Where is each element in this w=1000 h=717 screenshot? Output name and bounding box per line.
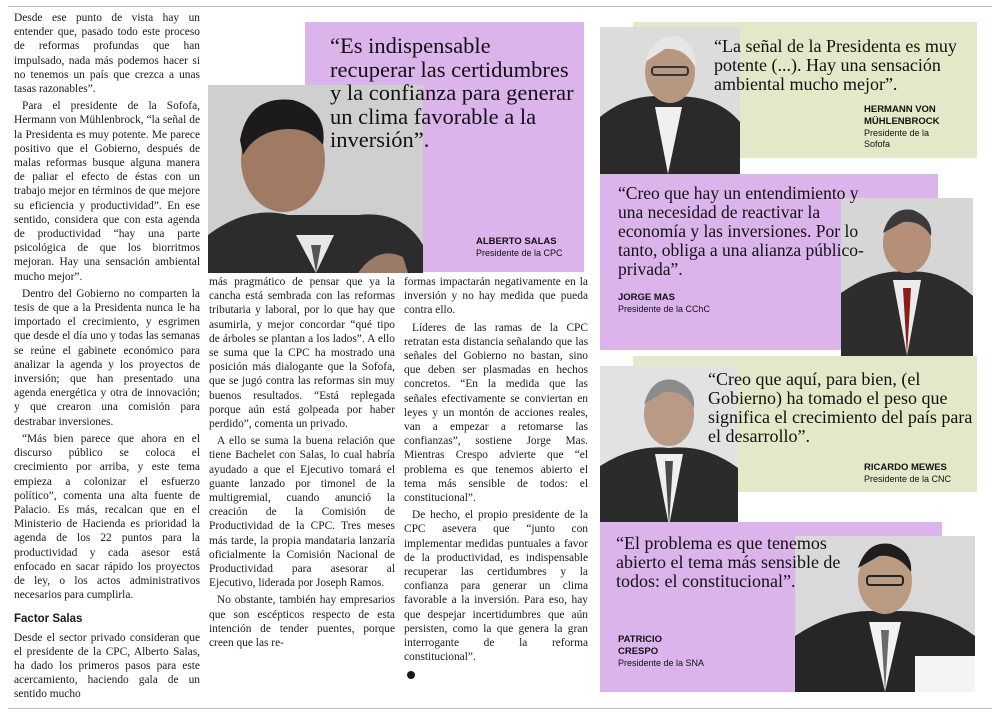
quote-role-crespo: Presidente de la SNA (618, 658, 705, 668)
quote-name-crespo-line1: PATRICIO (618, 634, 662, 645)
top-rule (8, 6, 992, 7)
quote-role-vonmuhlenbrock-line1: Presidente de la (864, 128, 930, 138)
quote-text-crespo: “El problema es que tenemos abierto el tema más sensible de todos: el constitucional”. (616, 533, 841, 591)
article-column-3 (404, 275, 588, 682)
paragraph: Dentro del Gobierno no comparten la tesis de que a la Presidenta nunca le ha importado el crecimiento, y esgrimen que desde el día uno y todas las semanas se reúne el gabinete económico para analizar la agenda y los proyectos de inversión; que han presentado una agenda energética y otra de innovación; y que crearon una comisión para destrabar inversiones. (14, 287, 200, 428)
paragraph: Desde el sector privado consideran que el presidente de la CPC, Alberto Salas, ha dado los primeros pasos para este acercamiento, haciendo gala de un sentido mucho (14, 631, 200, 701)
quote-text-vonmuhlenbrock: “La señal de la Presidenta es muy potente (...). Hay una sensación ambiental mucho mejor”. (714, 36, 957, 94)
paragraph: Líderes de las ramas de la CPC retratan esta distancia señalando que las señales del Gobierno no bastan, sino que deben ser plasmadas en hechos concretos. “En la medida que las señales efectivamente se conviertan en leyes y un montón de acciones reales, van a empezar a retomarse las confianzas”, sostiene Jorge Mas. Mientras Crespo advierte que “el problema es que tenemos abierto el tema más sensible de todos: el constitucional”. (404, 321, 588, 505)
paragraph: más pragmático de pensar que ya la cancha está sembrada con las reformas tributaria y laboral, por lo que hay que asumirla, y mejor concordar “qué tipo de árboles se plantan a los lados”. A ello se suma que la CPC ha mostrado una posición más dialogante que la Sofofa, que se jugó contra las reformas sin muy buenos resultados. “Está replegada porque aún está golpeada por haber perdido”, comenta un privado. (209, 276, 395, 431)
subheading: Factor Salas (14, 613, 83, 626)
paragraph: A ello se suma la buena relación que tiene Bachelet con Salas, lo cual habría ayudado a que el Ejecutivo tomará el guante lanzado por timonel de la multigremial, cuando anunció la creación de la Comisión de Productividad de la CPC. Tres meses más tarde, la propia mandataria lanzaría oficialmente la Comisión Nacional de Productividad para asesorar al Ejecutivo, liderada por Joseph Ramos. (209, 435, 395, 590)
article-column-2 (209, 275, 395, 653)
quote-text-mas: “Creo que hay un entendimiento y una necesidad de reactivar la economía y las inversiones. Por lo tanto, obliga a una alianza público-privada”. (618, 183, 864, 279)
quote-role-salas: Presidente de la CPC (476, 248, 563, 258)
paragraph: No obstante, también hay empresarios que son escépticos respecto de esta intención de tender puentes, porque creen que las re- (209, 594, 395, 650)
paragraph: formas impactarán negativamente en la inversión y no hay medida que pueda contra ello. (404, 276, 588, 317)
paragraph: Desde ese punto de vista hay un entender que, pasado todo este proceso de reformas profundas que han impulsado, nada más podemos hacer si no tenemos un país que crezca a unas tasas razonables”. (14, 12, 200, 96)
quote-name-vonmuhlenbrock-line1: HERMANN VON (864, 104, 936, 115)
paragraph: Para el presidente de la Sofofa, Hermann von Mühlenbrock, “la señal de la Presidenta es muy potente. Me parece positivo que el Gobierno, después de malas reformas busque alguna manera de paliar el efecto de éstas con un trabajo mejor en términos de que mejore su eficiencia y productividad”. En ese sentido, considera que con esta agenda de productividad “hay una parte psicológica de que los biorritmos mejoran. Hay una sensación ambiental mucho mejor”. (14, 100, 200, 283)
quote-name-crespo-line2: CRESPO (618, 646, 659, 657)
quote-text-salas: “Es indispensable recuperar las certidumbres y la confianza para generar un clima favorable a la inversión”. (330, 33, 574, 152)
quote-name-mewes: RICARDO MEWES (864, 462, 947, 473)
quote-name-mas: JORGE MAS (618, 292, 676, 303)
quote-role-vonmuhlenbrock-line2: Sofofa (864, 139, 891, 149)
quote-name-salas: ALBERTO SALAS (476, 236, 557, 247)
paragraph: De hecho, el propio presidente de la CPC asevera que “junto con implementar medidas puntuales a favor de la productividad, es indispensable recuperar las certidumbres y la confianza para generar un clima favorable a la inversión. Para eso, hay que despejar incertidumbres que aún persisten, como la que genera la gran interrogante de la reforma constitucional”. (404, 509, 588, 664)
paragraph: “Más bien parece que ahora en el discurso público se coloca el crecimiento por arriba, y este tema empieza a colonizar el esfuerzo político”, comenta una alta fuente de Palacio. Es más, recalcan que en el Ministerio de Hacienda es prioridad la agenda de los 22 puntos para la productividad y cada asesor está enfocado en sacar rápido los proyectos de ley, o los actos administrativos necesarios para cumplirla. (14, 432, 200, 602)
quote-text-mewes: “Creo que aquí, para bien, (el Gobierno) ha tomado el peso que significa el crecimiento del país para el desarrollo”. (708, 369, 973, 446)
bottom-rule (8, 708, 992, 709)
quote-name-vonmuhlenbrock-line2: MÜHLENBROCK (864, 116, 940, 127)
end-of-article-icon (407, 671, 415, 679)
quote-role-mas: Presidente de la CChC (618, 304, 711, 314)
article-column-1 (14, 11, 200, 705)
quote-role-mewes: Presidente de la CNC (864, 474, 952, 484)
